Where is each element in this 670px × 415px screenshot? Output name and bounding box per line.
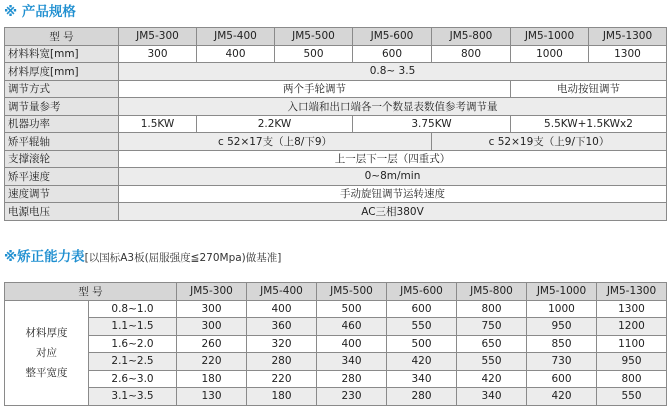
spec-model-header: 型 号	[5, 28, 119, 46]
row-label: 电源电压	[5, 203, 119, 221]
table-cell: 1200	[597, 318, 667, 336]
row-label: 矫平辊轴	[5, 133, 119, 151]
table-cell: 220	[177, 353, 247, 371]
table-cell: 420	[387, 353, 457, 371]
table-cell: 5.5KW+1.5KWx2	[511, 115, 667, 133]
table-cell: 220	[247, 370, 317, 388]
capacity-model-cell: JM5-1300	[597, 283, 667, 301]
capacity-row	[5, 388, 667, 406]
spec-model-cell: JM5-1000	[511, 28, 589, 46]
thickness-range: 2.6~3.0	[89, 370, 177, 388]
capacity-model-cell: JM5-300	[177, 283, 247, 301]
capacity-table	[4, 282, 667, 406]
table-cell: 130	[177, 388, 247, 406]
table-cell: 550	[457, 353, 527, 371]
spec-width-row	[5, 45, 667, 63]
spec-speed-row	[5, 168, 667, 186]
spec-roller-row	[5, 133, 667, 151]
capacity-note: [以国标A3板(屈服强度≦270Mpa)做基准]	[84, 252, 282, 264]
thickness-range: 1.1~1.5	[89, 318, 177, 336]
table-cell: 340	[317, 353, 387, 371]
capacity-row	[5, 335, 667, 353]
table-cell: 340	[457, 388, 527, 406]
row-label: 机器功率	[5, 115, 119, 133]
thickness-range: 0.8~1.0	[89, 300, 177, 318]
spec-model-cell: JM5-300	[119, 28, 197, 46]
table-cell: 1100	[597, 335, 667, 353]
spec-section-title	[4, 3, 76, 21]
table-cell: 600	[387, 300, 457, 318]
table-cell: 950	[597, 353, 667, 371]
capacity-row-label	[5, 300, 89, 405]
table-cell: 420	[527, 388, 597, 406]
table-cell: 550	[597, 388, 667, 406]
table-cell: 800	[597, 370, 667, 388]
table-cell: 280	[387, 388, 457, 406]
table-cell: 电动按钮调节	[511, 80, 667, 98]
row-label: 材料厚度[mm]	[5, 63, 119, 81]
spec-model-cell: JM5-400	[197, 28, 275, 46]
spec-model-cell: JM5-600	[353, 28, 432, 46]
table-cell: 280	[317, 370, 387, 388]
table-cell: 400	[317, 335, 387, 353]
row-label: 调节量参考	[5, 98, 119, 116]
spec-model-cell: JM5-500	[275, 28, 353, 46]
row-label: 调节方式	[5, 80, 119, 98]
spec-model-cell: JM5-800	[432, 28, 511, 46]
capacity-row	[5, 318, 667, 336]
thickness-range: 3.1~3.5	[89, 388, 177, 406]
table-cell: 1.5KW	[119, 115, 197, 133]
spec-model-cell: JM5-1300	[589, 28, 667, 46]
row-label: 材料料宽[mm]	[5, 45, 119, 63]
thickness-range: 1.6~2.0	[89, 335, 177, 353]
thickness-range: 2.1~2.5	[89, 353, 177, 371]
spec-voltage-row	[5, 203, 667, 221]
capacity-row-label-line: 整平宽度	[25, 366, 68, 379]
table-cell: 500	[275, 45, 353, 63]
table-cell: 1000	[511, 45, 589, 63]
table-cell: 600	[353, 45, 432, 63]
capacity-row	[5, 300, 667, 318]
spec-speedadj-row	[5, 185, 667, 203]
table-cell: 500	[317, 300, 387, 318]
table-cell: c 52×19支（上9/下10）	[432, 133, 667, 151]
row-label: 支撑滚轮	[5, 150, 119, 168]
table-cell: 260	[177, 335, 247, 353]
capacity-section-title	[4, 248, 281, 267]
capacity-row-label-line: 对应	[36, 346, 57, 359]
capacity-model-cell: JM5-500	[317, 283, 387, 301]
table-cell: 730	[527, 353, 597, 371]
table-cell: 1000	[527, 300, 597, 318]
row-label: 速度调节	[5, 185, 119, 203]
table-cell: 手动旋钮调节运转速度	[119, 185, 667, 203]
row-label: 矫平速度	[5, 168, 119, 186]
table-cell: 550	[387, 318, 457, 336]
spec-table	[4, 27, 667, 221]
capacity-row	[5, 370, 667, 388]
table-cell: 650	[457, 335, 527, 353]
capacity-row-label-line: 材料厚度	[25, 326, 68, 339]
table-cell: 420	[457, 370, 527, 388]
capacity-header-row	[5, 283, 667, 301]
table-cell: 230	[317, 388, 387, 406]
capacity-model-header: 型 号	[5, 283, 177, 301]
spec-support-row	[5, 150, 667, 168]
table-cell: 800	[457, 300, 527, 318]
table-cell: 800	[432, 45, 511, 63]
table-cell: AC三相380V	[119, 203, 667, 221]
table-cell: 300	[177, 300, 247, 318]
table-cell: 750	[457, 318, 527, 336]
table-cell: 180	[247, 388, 317, 406]
table-cell: 300	[177, 318, 247, 336]
spec-adjust-row	[5, 80, 667, 98]
spec-title-text: ※ 产品规格	[4, 4, 76, 20]
spec-thickness-row	[5, 63, 667, 81]
table-cell: c 52×17支（上8/下9）	[119, 133, 432, 151]
table-cell: 2.2KW	[197, 115, 353, 133]
table-cell: 460	[317, 318, 387, 336]
table-cell: 300	[119, 45, 197, 63]
table-cell: 950	[527, 318, 597, 336]
capacity-model-cell: JM5-1000	[527, 283, 597, 301]
table-cell: 850	[527, 335, 597, 353]
table-cell: 340	[387, 370, 457, 388]
capacity-model-cell: JM5-800	[457, 283, 527, 301]
table-cell: 1300	[589, 45, 667, 63]
table-cell: 400	[197, 45, 275, 63]
table-cell: 320	[247, 335, 317, 353]
spec-power-row	[5, 115, 667, 133]
table-cell: 280	[247, 353, 317, 371]
table-cell: 180	[177, 370, 247, 388]
spec-ref-row	[5, 98, 667, 116]
capacity-model-cell: JM5-400	[247, 283, 317, 301]
table-cell: 1300	[597, 300, 667, 318]
capacity-row	[5, 353, 667, 371]
table-cell: 600	[527, 370, 597, 388]
table-cell: 0~8m/min	[119, 168, 667, 186]
table-cell: 400	[247, 300, 317, 318]
spec-header-row	[5, 28, 667, 46]
table-cell: 上一层下一层（四重式）	[119, 150, 667, 168]
table-cell: 500	[387, 335, 457, 353]
capacity-model-cell: JM5-600	[387, 283, 457, 301]
table-cell: 两个手轮调节	[119, 80, 511, 98]
capacity-title-text: ※矫正能力表	[4, 249, 85, 265]
table-cell: 3.75KW	[353, 115, 511, 133]
table-cell: 入口端和出口端各一个数显表数值参考调节量	[119, 98, 667, 116]
table-cell: 0.8~ 3.5	[119, 63, 667, 81]
table-cell: 360	[247, 318, 317, 336]
